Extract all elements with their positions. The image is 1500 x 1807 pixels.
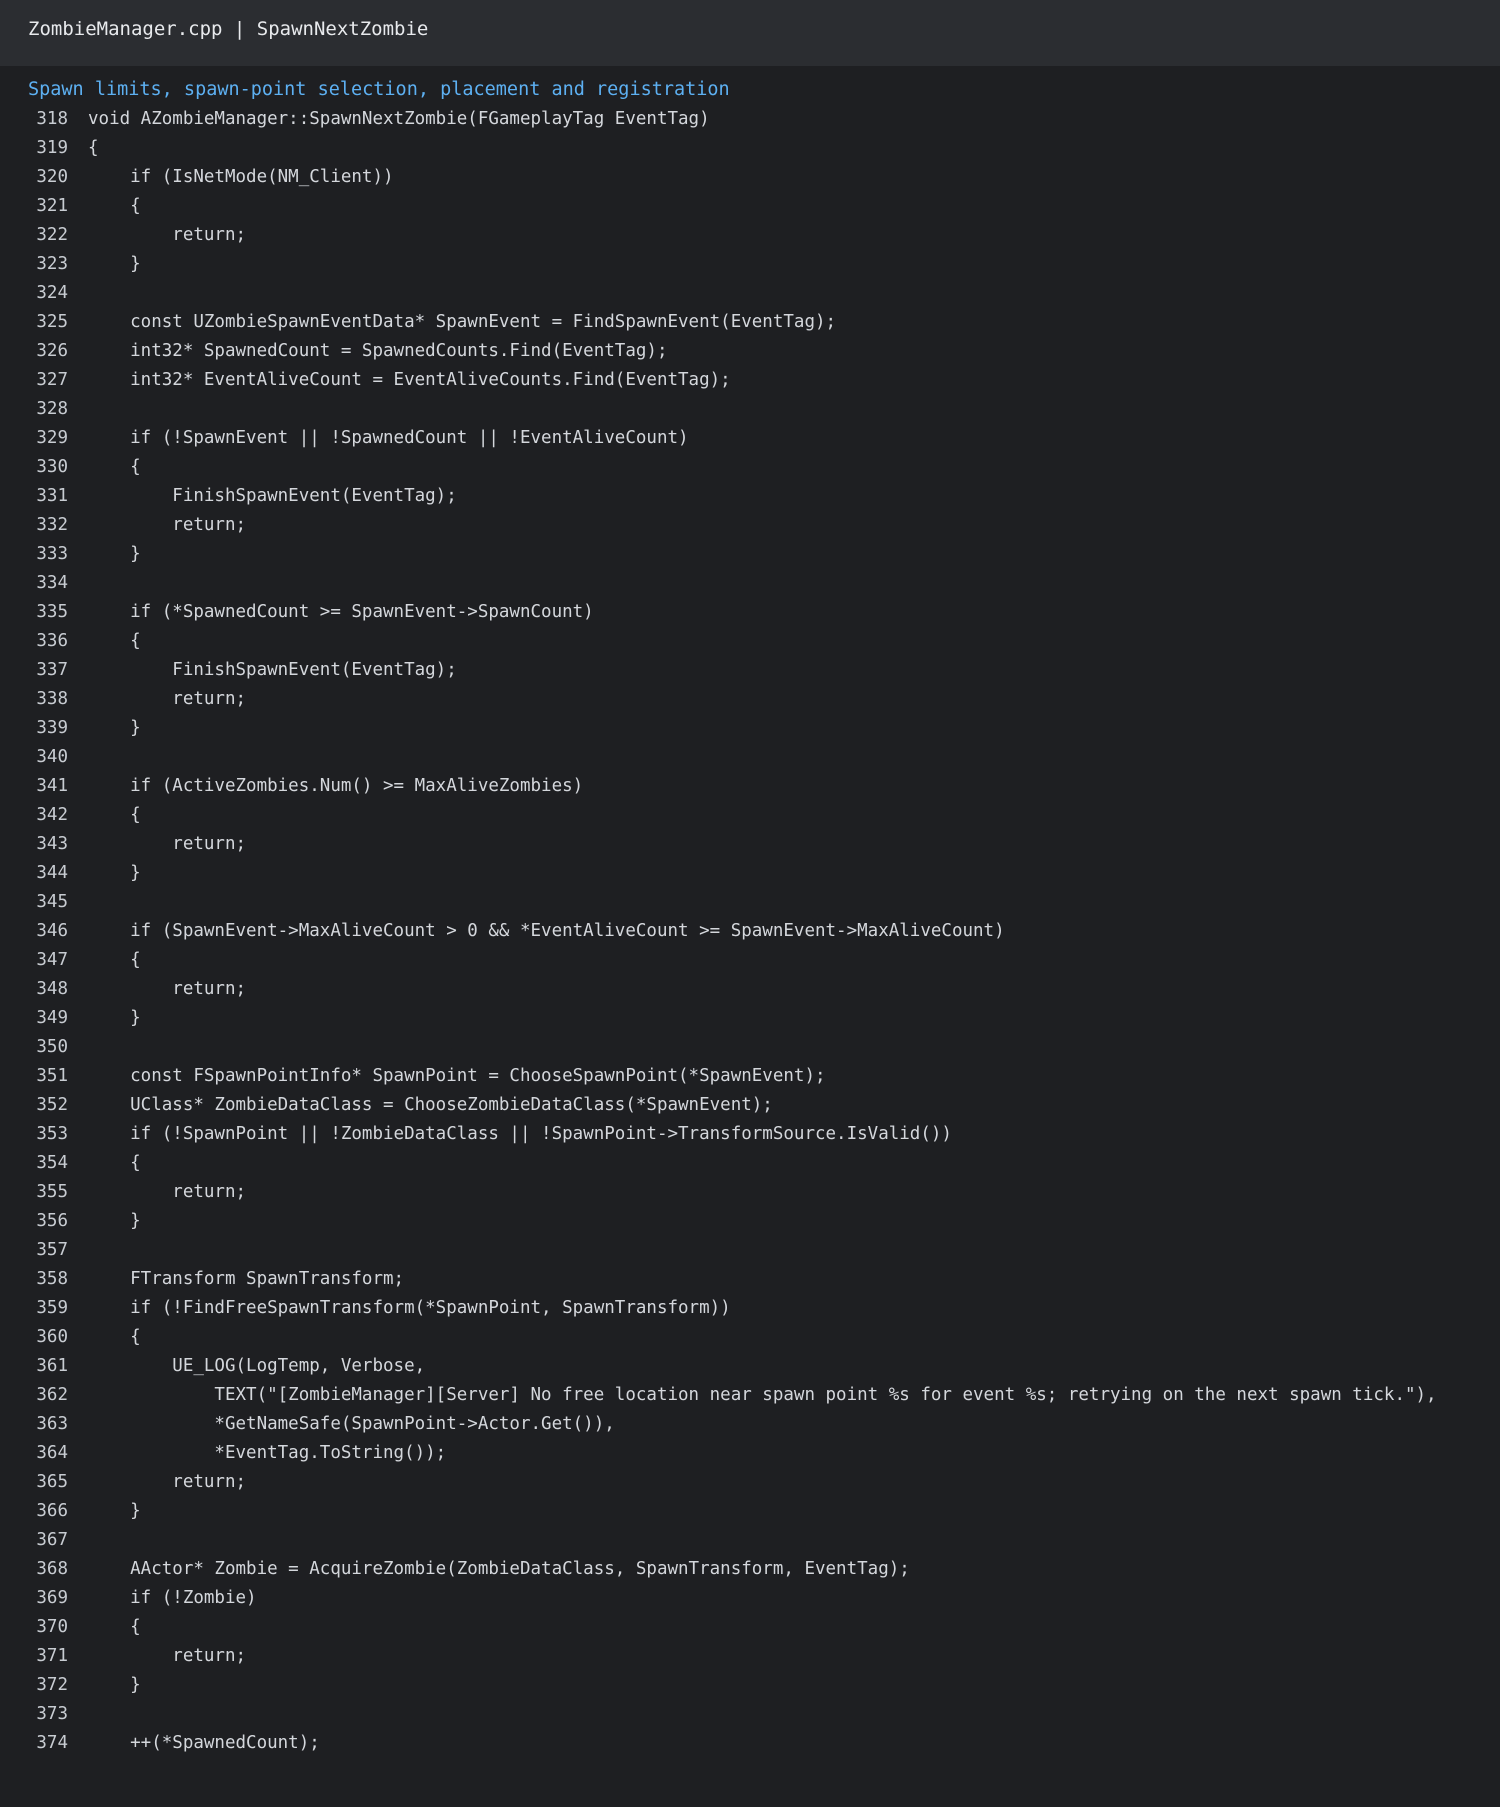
code-line [0,395,1500,424]
line-source: return; [88,1182,247,1202]
code-line [0,1497,1500,1526]
code-line [0,250,1500,279]
line-number: 359 [36,1298,68,1318]
code-line [0,511,1500,540]
code-line [0,192,1500,221]
code-line [0,279,1500,308]
code-line [0,221,1500,250]
line-source: UClass* ZombieDataClass = ChooseZombieDataClass(*SpawnEvent); [88,1095,773,1115]
line-source: if (IsNetMode(NM_Client)) [88,167,394,187]
line-number: 351 [36,1066,68,1086]
line-source: } [88,718,141,738]
line-source: int32* EventAliveCount = EventAliveCounts.Find(EventTag); [88,370,731,390]
line-source: return; [88,225,247,245]
code-line [0,1671,1500,1700]
line-number: 338 [36,689,68,709]
line-source: if (!SpawnEvent || !SpawnedCount || !EventAliveCount) [88,428,689,448]
line-source: ++(*SpawnedCount); [88,1733,320,1753]
line-number: 355 [36,1182,68,1202]
line-source: { [88,950,141,970]
code-line [0,830,1500,859]
line-source: const FSpawnPointInfo* SpawnPoint = ChooseSpawnPoint(*SpawnEvent); [88,1066,826,1086]
code-line [0,1236,1500,1265]
line-source: const UZombieSpawnEventData* SpawnEvent = FindSpawnEvent(EventTag); [88,312,837,332]
line-source: return; [88,834,247,854]
line-number: 352 [36,1095,68,1115]
line-number: 370 [36,1617,68,1637]
code-line [0,888,1500,917]
line-source: } [88,1501,141,1521]
code-line [0,743,1500,772]
line-source: { [88,631,141,651]
code-line [0,1178,1500,1207]
code-line [0,1439,1500,1468]
line-source: return; [88,689,247,709]
line-source: FinishSpawnEvent(EventTag); [88,486,457,506]
line-source: *GetNameSafe(SpawnPoint->Actor.Get()), [88,1414,615,1434]
line-number: 318 [36,109,68,129]
line-number: 343 [36,834,68,854]
line-number: 321 [36,196,68,216]
code-line [0,424,1500,453]
line-number: 327 [36,370,68,390]
code-line [0,134,1500,163]
line-number: 326 [36,341,68,361]
code-line [0,1323,1500,1352]
line-number: 347 [36,950,68,970]
code-line [0,105,1500,134]
line-number: 339 [36,718,68,738]
line-number: 334 [36,573,68,593]
code-line [0,975,1500,1004]
line-source: return; [88,1472,247,1492]
code-line [0,1062,1500,1091]
line-number: 369 [36,1588,68,1608]
line-source: } [88,1211,141,1231]
line-number: 353 [36,1124,68,1144]
code-line [0,1352,1500,1381]
line-number: 323 [36,254,68,274]
line-source: if (!FindFreeSpawnTransform(*SpawnPoint, SpawnTransform)) [88,1298,731,1318]
line-source: if (SpawnEvent->MaxAliveCount > 0 && *EventAliveCount >= SpawnEvent->MaxAliveCount) [88,921,1005,941]
line-source: UE_LOG(LogTemp, Verbose, [88,1356,426,1376]
line-number: 332 [36,515,68,535]
code-line [0,801,1500,830]
line-number: 367 [36,1530,68,1550]
line-number: 322 [36,225,68,245]
line-number: 368 [36,1559,68,1579]
code-line [0,366,1500,395]
code-line [0,1294,1500,1323]
line-number: 319 [36,138,68,158]
line-number: 358 [36,1269,68,1289]
line-source: { [88,1617,141,1637]
code-line [0,714,1500,743]
line-number: 364 [36,1443,68,1463]
line-source: { [88,805,141,825]
line-source: { [88,196,141,216]
line-source: } [88,254,141,274]
file-header-bar [0,0,1500,66]
code-line [0,1265,1500,1294]
line-number: 333 [36,544,68,564]
code-line [0,1729,1500,1758]
line-source: FTransform SpawnTransform; [88,1269,405,1289]
code-line [0,453,1500,482]
line-source: } [88,544,141,564]
line-number: 363 [36,1414,68,1434]
code-line [0,569,1500,598]
line-source: FinishSpawnEvent(EventTag); [88,660,457,680]
line-number: 373 [36,1704,68,1724]
line-number: 349 [36,1008,68,1028]
code-line [0,1700,1500,1729]
line-source: *EventTag.ToString()); [88,1443,447,1463]
line-source: if (ActiveZombies.Num() >= MaxAliveZombies) [88,776,584,796]
line-number: 335 [36,602,68,622]
line-source: TEXT("[ZombieManager][Server] No free location near spawn point %s for event %s; retrying on the next spawn tick."), [88,1385,1437,1405]
code-line [0,308,1500,337]
line-number: 324 [36,283,68,303]
code-line [0,1381,1500,1410]
line-source: void AZombieManager::SpawnNextZombie(FGameplayTag EventTag) [88,109,710,129]
line-number: 362 [36,1385,68,1405]
code-line [0,917,1500,946]
code-line [0,1033,1500,1062]
file-function-title: ZombieManager.cpp | SpawnNextZombie [28,18,429,40]
line-number: 348 [36,979,68,999]
code-line [0,1004,1500,1033]
line-number: 345 [36,892,68,912]
code-line [0,1120,1500,1149]
code-line [0,1642,1500,1671]
code-line [0,1207,1500,1236]
code-line [0,859,1500,888]
line-source: return; [88,1646,247,1666]
line-number: 360 [36,1327,68,1347]
code-line [0,1613,1500,1642]
line-source: AActor* Zombie = AcquireZombie(ZombieDataClass, SpawnTransform, EventTag); [88,1559,910,1579]
line-source: if (!Zombie) [88,1588,257,1608]
code-line [0,1410,1500,1439]
line-number: 340 [36,747,68,767]
line-number: 350 [36,1037,68,1057]
line-number: 371 [36,1646,68,1666]
line-number: 320 [36,167,68,187]
code-line [0,1526,1500,1555]
code-line [0,1468,1500,1497]
line-number: 325 [36,312,68,332]
code-line [0,598,1500,627]
line-number: 329 [36,428,68,448]
line-number: 374 [36,1733,68,1753]
line-source: return; [88,515,247,535]
code-line [0,337,1500,366]
line-source: } [88,863,141,883]
line-number: 331 [36,486,68,506]
line-number: 330 [36,457,68,477]
line-source: if (*SpawnedCount >= SpawnEvent->SpawnCount) [88,602,594,622]
code-line [0,1584,1500,1613]
line-number: 357 [36,1240,68,1260]
line-source: int32* SpawnedCount = SpawnedCounts.Find(EventTag); [88,341,668,361]
line-number: 344 [36,863,68,883]
line-number: 328 [36,399,68,419]
line-source: } [88,1675,141,1695]
line-source: if (!SpawnPoint || !ZombieDataClass || !SpawnPoint->TransformSource.IsValid()) [88,1124,952,1144]
line-number: 336 [36,631,68,651]
code-line [0,627,1500,656]
code-line [0,772,1500,801]
code-line [0,1555,1500,1584]
line-source: { [88,1153,141,1173]
line-number: 342 [36,805,68,825]
line-number: 361 [36,1356,68,1376]
code-line [0,1149,1500,1178]
line-number: 346 [36,921,68,941]
code-line [0,656,1500,685]
line-number: 354 [36,1153,68,1173]
code-line [0,482,1500,511]
line-number: 341 [36,776,68,796]
section-heading: Spawn limits, spawn-point selection, placement and registration [28,79,730,100]
code-line [0,685,1500,714]
line-number: 337 [36,660,68,680]
code-line [0,1091,1500,1120]
code-line [0,946,1500,975]
line-source: { [88,138,99,158]
code-listing[interactable] [0,105,1500,1758]
line-number: 365 [36,1472,68,1492]
line-source: } [88,1008,141,1028]
code-line [0,163,1500,192]
line-number: 366 [36,1501,68,1521]
code-line [0,540,1500,569]
line-source: { [88,1327,141,1347]
line-number: 372 [36,1675,68,1695]
line-number: 356 [36,1211,68,1231]
line-source: return; [88,979,247,999]
line-source: { [88,457,141,477]
